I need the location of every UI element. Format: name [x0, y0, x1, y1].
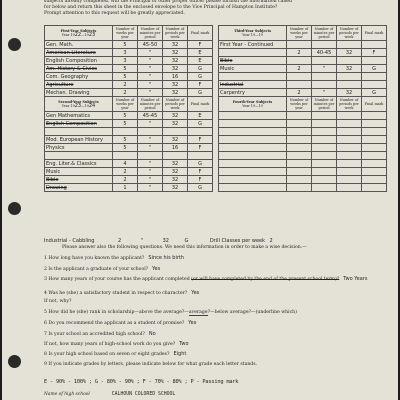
final-mark-value: E: [188, 49, 213, 57]
subject-row: [219, 49, 387, 57]
minutes-value: ": [138, 184, 163, 192]
minutes-value: ": [138, 81, 163, 89]
subject-name: Music: [45, 168, 113, 176]
final-mark-value: [188, 128, 213, 136]
answer-text: No: [148, 331, 156, 337]
empty-row: [219, 152, 387, 160]
subject-row: [219, 41, 387, 49]
question-text: Is your high school based on seven or eight grades?: [48, 352, 170, 357]
periods-value: [163, 128, 188, 136]
subject-row: [45, 168, 213, 176]
question-text: If you indicate grades by letters, please indicate below for what grade each letter stands.: [48, 362, 258, 367]
subject-name: Gen. Math.: [45, 41, 113, 49]
final-mark-value: G: [188, 184, 213, 192]
question-item: [44, 290, 384, 296]
intro-text: subjects already completed, will the Principal or other proper officer please furnish the information called for below and return this sheet in the enclosed envelope to the Vice Principal of Hampton Institute? Prompt attention to this request will be greatly appreciated.: [44, 0, 292, 16]
grades-table-right: [218, 25, 387, 192]
final-mark-value: F: [188, 81, 213, 89]
minutes-value: [312, 81, 337, 89]
periods-value: 16: [163, 73, 188, 81]
weeks-value: 2: [287, 65, 312, 73]
weeks-value: 5: [113, 144, 138, 152]
periods-value: 32: [163, 168, 188, 176]
minutes-value: ": [138, 73, 163, 81]
periods-value: 32: [163, 112, 188, 120]
subject-row: [219, 73, 387, 81]
answer-text: Since his birth: [148, 255, 185, 261]
question-text: How long have you known the applicant?: [48, 256, 145, 261]
final-mark-value: [362, 57, 387, 65]
minutes-value: [312, 73, 337, 81]
minutes-value: 40-45: [312, 49, 337, 57]
periods-value: 32: [163, 136, 188, 144]
minutes-value: ": [138, 144, 163, 152]
minutes-value: [138, 128, 163, 136]
subject-row: [219, 89, 387, 97]
final-mark-value: G: [362, 65, 387, 73]
subject-name: English Composition: [45, 57, 113, 65]
answer-text: Two: [179, 341, 189, 347]
final-mark-value: F: [188, 41, 213, 49]
question-text: Was he (she) a satisfactory student in respect to character?: [48, 291, 188, 296]
final-mark-value: F: [188, 144, 213, 152]
question-lead: Please answer also the following questions. We need this information in order to make a wise decision.—: [62, 245, 307, 250]
subject-row: [45, 184, 213, 192]
periods-value: 32: [163, 41, 188, 49]
final-mark-value: F: [362, 49, 387, 57]
subject-row: [45, 112, 213, 120]
subject-name: American Literature: [45, 49, 113, 57]
question-text: Is your school an accredited high school?: [48, 332, 145, 337]
periods-value: [163, 152, 188, 160]
subject-name: Am. History & Civics: [45, 65, 113, 73]
final-mark-value: G: [188, 73, 213, 81]
subject-name: Mod. European History: [45, 136, 113, 144]
grades-table-left: [44, 25, 213, 192]
header-row-third-year: Third-Year Subjects Year 19—19 Number of weeks per year Number of minutes per period Number of periods per week Final mark: [219, 26, 387, 41]
minutes-value: ": [138, 160, 163, 168]
subject-row: [45, 160, 213, 168]
subject-name: Bible: [219, 57, 287, 65]
subject-name: Mechan. Drawing: [45, 89, 113, 97]
periods-value: 16: [163, 144, 188, 152]
final-mark-value: G: [188, 65, 213, 73]
periods-value: 32: [163, 89, 188, 97]
final-mark-value: F: [188, 136, 213, 144]
weeks-value: 5: [113, 41, 138, 49]
minutes-value: 45-50: [138, 41, 163, 49]
industrial-row: Industrial - Cabbling 2 " 32 G Drill Classes per week 2: [44, 238, 273, 244]
transcript-page: [2, 0, 398, 400]
weeks-value: [113, 152, 138, 160]
subject-name: [45, 152, 113, 160]
subject-row: [219, 81, 387, 89]
minutes-value: ": [138, 57, 163, 65]
subject-name: Bible: [45, 176, 113, 184]
final-mark-value: G: [188, 89, 213, 97]
question-number: 1: [44, 256, 47, 261]
weeks-value: 5: [113, 73, 138, 81]
answer-text: Two Years: [343, 276, 368, 282]
question-text: If not, how many years of high-school work do you give?: [44, 342, 176, 347]
subject-row: [45, 128, 213, 136]
weeks-value: [113, 128, 138, 136]
subject-row: [45, 41, 213, 49]
final-mark-value: G: [188, 160, 213, 168]
minutes-value: ": [138, 49, 163, 57]
question-item: [44, 276, 374, 283]
question-item: [44, 362, 384, 367]
periods-value: 32: [163, 120, 188, 128]
periods-value: 32: [163, 160, 188, 168]
question-number: 3: [44, 277, 47, 282]
subject-row: [45, 89, 213, 97]
minutes-value: 45-45: [138, 112, 163, 120]
empty-row: [219, 120, 387, 128]
subject-name: Agriculture: [45, 81, 113, 89]
final-mark-value: [362, 73, 387, 81]
subject-name: English Composition: [45, 120, 113, 128]
periods-value: 32: [163, 49, 188, 57]
subject-row: [45, 49, 213, 57]
subject-name: Carpentry: [219, 89, 287, 97]
minutes-value: [312, 57, 337, 65]
periods-value: 32: [163, 184, 188, 192]
grade-scale: E - 90% - 100% ; G - 80% - 90% ; F - 70% - 80% ; P - Passing mark: [44, 379, 239, 385]
empty-row: [219, 136, 387, 144]
empty-row: [219, 176, 387, 184]
underlined-choice: average: [188, 310, 208, 315]
periods-value: 32: [337, 49, 362, 57]
answer-text: Yes: [191, 290, 200, 296]
weeks-value: 1: [113, 184, 138, 192]
final-mark-value: E: [188, 112, 213, 120]
weeks-value: [287, 73, 312, 81]
question-item: [44, 341, 384, 347]
final-mark-value: G: [362, 89, 387, 97]
weeks-value: [287, 81, 312, 89]
binder-hole: [8, 355, 21, 368]
weeks-value: 5: [113, 136, 138, 144]
subject-name: Industrial: [219, 81, 287, 89]
weeks-value: 2: [113, 89, 138, 97]
weeks-value: 5: [113, 65, 138, 73]
weeks-value: 5: [113, 112, 138, 120]
subject-name: [219, 49, 287, 57]
question-number: 9: [44, 362, 47, 367]
periods-value: 32: [163, 81, 188, 89]
final-mark-value: G: [188, 120, 213, 128]
weeks-value: 2: [113, 168, 138, 176]
minutes-value: ": [138, 168, 163, 176]
subject-row: [45, 81, 213, 89]
question-item: [44, 310, 384, 316]
empty-row: [219, 112, 387, 120]
binder-hole: [8, 38, 21, 51]
weeks-value: 2: [287, 89, 312, 97]
header-row-fourth-year: Fourth-Year Subjects Year 19—19 Number of weeks per year Number of minutes per period Number of periods per week Final mark: [219, 97, 387, 112]
answer-text: Yes: [188, 320, 197, 326]
question-item: [44, 351, 384, 357]
periods-value: 32: [337, 65, 362, 73]
subject-row: [45, 136, 213, 144]
school-name-stamp: CALHOUN COLORED SCHOOL: [111, 392, 176, 397]
empty-row: [219, 168, 387, 176]
minutes-value: ": [138, 176, 163, 184]
subject-row: [45, 65, 213, 73]
empty-row: [219, 144, 387, 152]
question-item: [44, 255, 384, 261]
answer-text: Yes: [152, 266, 161, 272]
minutes-value: ": [312, 89, 337, 97]
empty-row: [219, 184, 387, 192]
question-item: [44, 331, 384, 337]
subject-row: [45, 144, 213, 152]
weeks-value: 2: [113, 176, 138, 184]
subject-row: [219, 57, 387, 65]
minutes-value: ": [138, 136, 163, 144]
struck-text: (or will have completed by the end of the present school term)?: [191, 277, 340, 282]
question-number: 2: [44, 267, 47, 272]
subject-name: Eng. Liter.& Classics: [45, 160, 113, 168]
weeks-value: 3: [113, 57, 138, 65]
subject-name: Physics: [45, 144, 113, 152]
subject-row: [45, 73, 213, 81]
minutes-value: [312, 41, 337, 49]
question-item: [44, 320, 384, 326]
subject-name: First Year - Continued: [219, 41, 287, 49]
weeks-value: 3: [113, 49, 138, 57]
question-number: 5: [44, 310, 47, 315]
weeks-value: 4: [113, 160, 138, 168]
empty-row: [219, 128, 387, 136]
question-text: If not, why?: [44, 299, 72, 304]
minutes-value: ": [138, 65, 163, 73]
periods-value: [337, 73, 362, 81]
subject-name: Drawing: [45, 184, 113, 192]
question-number: 7: [44, 332, 47, 337]
final-mark-value: [188, 152, 213, 160]
periods-value: 32: [337, 89, 362, 97]
final-mark-value: F: [188, 168, 213, 176]
weeks-value: [287, 57, 312, 65]
weeks-value: 2: [113, 81, 138, 89]
binder-hole: [8, 202, 21, 215]
question-text: Do you recommend the applicant as a student of promise?: [48, 321, 185, 326]
weeks-value: 5: [113, 120, 138, 128]
question-number: 8: [44, 352, 47, 357]
question-number: 6: [44, 321, 47, 326]
question-text: How did he (she) rank in scholarship—above the average?—: [48, 310, 189, 315]
subject-row: [45, 176, 213, 184]
final-mark-value: F: [188, 176, 213, 184]
final-mark-value: [362, 41, 387, 49]
subject-name: Gen Mathematics: [45, 112, 113, 120]
subject-name: [45, 128, 113, 136]
question-text: Is the applicant a graduate of your school?: [48, 267, 149, 272]
header-row-second-year: Second-Year Subjects Year 1923—1924 Number of weeks per year Number of minutes per period Number of periods per week Final mark: [45, 97, 213, 112]
periods-value: [337, 81, 362, 89]
periods-value: 32: [163, 57, 188, 65]
school-name-line: Name of high school CALHOUN COLORED SCHOOL: [44, 392, 176, 397]
subject-row: [45, 120, 213, 128]
subject-name: [219, 73, 287, 81]
minutes-value: ": [138, 89, 163, 97]
minutes-value: ": [312, 65, 337, 73]
empty-row: [219, 160, 387, 168]
subject-row: [45, 57, 213, 65]
subject-name: Com. Geography: [45, 73, 113, 81]
question-number: 4: [44, 291, 47, 296]
question-item: [44, 299, 384, 304]
periods-value: [337, 57, 362, 65]
weeks-value: [287, 41, 312, 49]
header-row-first-year: First-Year Subjects Year 1922—1923 Number of weeks per year Number of minutes per period Number of periods per week Final mark: [45, 26, 213, 41]
minutes-value: ": [138, 120, 163, 128]
subject-name: Music: [219, 65, 287, 73]
question-text-end: ?—below average?—(underline which): [207, 310, 297, 315]
weeks-value: 2: [287, 49, 312, 57]
answer-text: Eight: [173, 351, 187, 357]
subject-row: [219, 65, 387, 73]
question-text: How many years of your course has the applicant completed: [48, 277, 190, 282]
minutes-value: [138, 152, 163, 160]
final-mark-value: [362, 81, 387, 89]
subject-row: [45, 152, 213, 160]
final-mark-value: E: [188, 57, 213, 65]
periods-value: 32: [163, 65, 188, 73]
periods-value: 32: [163, 176, 188, 184]
periods-value: [337, 41, 362, 49]
question-item: [44, 266, 384, 272]
